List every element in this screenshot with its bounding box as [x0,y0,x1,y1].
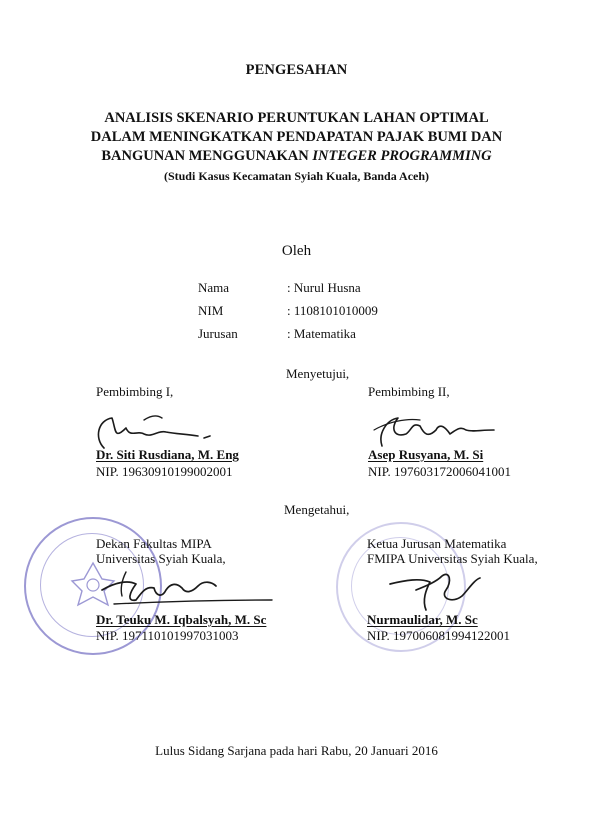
head-name: Nurmaulidar, M. Sc [367,612,478,627]
dean-name: Dr. Teuku M. Iqbalsyah, M. Sc [96,612,267,627]
field-value-name: : Nurul Husna [287,280,361,295]
supervisor1-role: Pembimbing I, [96,384,174,399]
head-nip: NIP. 197006081994122001 [367,628,511,643]
field-label-name: Nama [198,280,230,295]
title-line-3-italic: INTEGER PROGRAMMING [312,148,492,164]
title-line-3 [0,148,593,165]
head-role-line1: Ketua Jurusan Matematika [367,536,507,551]
approval-label: Menyetujui, [286,366,350,381]
field-label-nim: NIM [198,303,224,318]
supervisor1-name: Dr. Siti Rusdiana, M. Eng [96,447,239,462]
by-label: Oleh [281,243,312,259]
page-heading: PENGESAHAN [245,62,348,78]
field-value-nim: : 1108101010009 [287,303,378,318]
subtitle: (Studi Kasus Kecamatan Syiah Kuala, Banda Aceh) [163,169,430,183]
supervisor2-name: Asep Rusyana, M. Si [368,447,484,462]
head-role-line2: FMIPA Universitas Syiah Kuala, [367,551,538,566]
defense-date: Lulus Sidang Sarjana pada hari Rabu, 20 Januari 2016 [155,743,438,758]
supervisor2-nip: NIP. 197603172006041001 [368,464,512,479]
supervisor1-nip: NIP. 19630910199002001 [96,464,233,479]
field-value-major: : Matematika [287,326,356,341]
acknowledgement-label: Mengetahui, [284,502,350,517]
title-line-2: DALAM MENINGKATKAN PENDAPATAN PAJAK BUMI DAN [90,129,503,145]
title-line-3-prefix: BANGUNAN MENGGUNAKAN [101,148,313,164]
dean-role-line1: Dekan Fakultas MIPA [96,536,212,551]
field-label-major: Jurusan [198,326,238,341]
dean-nip: NIP. 197110101997031003 [96,628,239,643]
supervisor2-role: Pembimbing II, [368,384,450,399]
dean-role-line2: Universitas Syiah Kuala, [96,551,226,566]
dean-signature [96,562,276,610]
head-signature [380,560,490,614]
title-line-1: ANALISIS SKENARIO PERUNTUKAN LAHAN OPTIMAL [104,110,489,126]
